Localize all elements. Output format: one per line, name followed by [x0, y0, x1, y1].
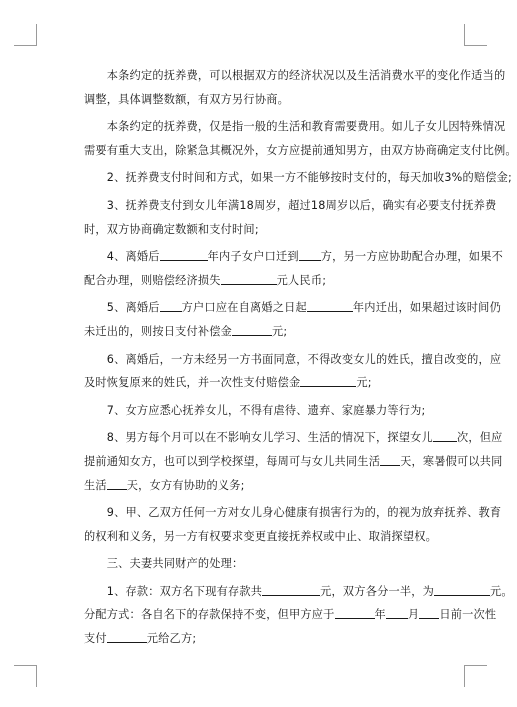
clause-8-line-1: [84, 426, 503, 450]
clause-text: 元给乙方;: [146, 632, 197, 646]
crop-mark-bottom-right-vertical: [464, 665, 465, 687]
clause-text: 8、男方每个月可以在不影响女儿学习、生活的情况下，探望女儿: [84, 431, 433, 445]
crop-mark-top-left-vertical: [36, 24, 37, 46]
fill-blank[interactable]: [107, 478, 127, 490]
clause-text: 分配方式：各自名下的存款保持不变，但甲方应于: [84, 608, 335, 622]
clause-text: 元;: [272, 324, 288, 338]
clause-4-line-2: [84, 269, 470, 293]
distribution-line: [84, 603, 497, 627]
fill-blank[interactable]: [160, 300, 182, 312]
clause-text: 天，女方有协助的义务;: [126, 478, 245, 492]
clause-text: 1、存款：双方名下现有存款共: [84, 584, 263, 598]
clause-9-line-1: 9、甲、乙双方任何一方对女儿身心健康有损害行为的，的视为放弃抚养、教育: [84, 506, 502, 520]
clause-7: 7、女方应悉心抚养女儿，不得有虐待、遗弃、家庭暴力等行为;: [84, 403, 426, 417]
clause-5-line-2: [84, 320, 470, 344]
deposit-line: [84, 580, 513, 604]
crop-mark-top-left-horizontal: [14, 45, 36, 46]
fill-blank[interactable]: [307, 300, 353, 312]
crop-mark-bottom-left-vertical: [36, 665, 37, 687]
clause-text: 元;: [356, 376, 372, 390]
clause-text: 4、离婚后: [84, 250, 160, 264]
paragraph-line: 本条约定的抚养费，仅是指一般的生活和教育需要费用。如儿子女儿因特殊情况: [84, 120, 506, 134]
fill-blank[interactable]: [434, 584, 490, 596]
clause-text: 配合办理，则赔偿经济损失: [84, 273, 221, 287]
crop-mark-top-right-vertical: [464, 24, 465, 46]
fill-blank[interactable]: [433, 430, 457, 442]
paragraph-line: 3、抚养费支付到女儿年满18周岁，超过18周岁以后，确实有必要支付抚养费: [84, 198, 497, 212]
paragraph-line: 时，双方协商确定数额和支付时间;: [84, 222, 259, 236]
fill-blank[interactable]: [107, 631, 147, 643]
clause-text: 方，另一方应协助配合办理，如果不: [320, 250, 503, 264]
crop-mark-bottom-right-horizontal: [465, 665, 487, 666]
clause-9-line-2: 的权利和义务，另一方有权要求变更直接抚养权或中止、取消探望权。: [84, 529, 438, 543]
clause-text: 元，双方各分一半，为: [320, 584, 435, 598]
fill-blank[interactable]: [300, 375, 356, 387]
fill-blank[interactable]: [221, 273, 277, 285]
clause-5-line-1: [84, 296, 501, 320]
clause-8-line-3: [84, 474, 470, 498]
paragraph-line: 2、抚养费支付时间和方式，如果一方不能够按时支付的，每天加收3%的赔偿金;: [84, 171, 512, 185]
fill-blank[interactable]: [160, 249, 208, 261]
crop-mark-top-right-horizontal: [465, 45, 487, 46]
clause-text: 次，但应: [456, 431, 503, 445]
crop-mark-bottom-left-horizontal: [14, 665, 36, 666]
clause-6-line-2: [84, 371, 470, 395]
clause-text: 方户口应在自离婚之日起: [181, 301, 307, 315]
paragraph-line: 本条约定的抚养费，可以根据双方的经济状况以及生活消费水平的变化作适当的: [84, 69, 506, 82]
clause-text: 年内子女户口迁到: [207, 250, 299, 264]
clause-text: 日前一次性: [439, 608, 497, 622]
clause-4-line-1: [84, 245, 503, 269]
paragraph-line: 需要有重大支出，除紧急其概况外，女方应提前通知男方，由双方协商确定支付比例。: [84, 143, 517, 157]
clause-text: 元人民币;: [276, 273, 327, 287]
fill-blank[interactable]: [380, 454, 400, 466]
payment-line: [84, 627, 470, 651]
fill-blank[interactable]: [419, 607, 439, 619]
clause-text: 5、离婚后: [84, 301, 160, 315]
paragraph-line: 调整，具体调整数额，有双方另行协商。: [84, 92, 289, 106]
document-body: [84, 64, 517, 651]
fill-blank[interactable]: [386, 607, 408, 619]
clause-text: 元。: [490, 584, 513, 598]
fill-blank[interactable]: [299, 249, 321, 261]
section-heading: 三、夫妻共同财产的处理：: [84, 557, 244, 571]
clause-text: 提前通知女方，也可以到学校探望，每周可与女儿共同生活: [84, 454, 381, 468]
clause-text: 月: [407, 608, 420, 622]
clause-text: 及时恢复原来的姓氏，并一次性支付赔偿金: [84, 376, 301, 390]
clause-text: 年内迁出，如果超过该时间仍: [352, 301, 501, 315]
clause-text: 未迁出的，则按日支付补偿金: [84, 324, 233, 338]
clause-text: 生活: [84, 478, 107, 492]
clause-6-line-1: 6、离婚后，一方未经另一方书面同意，不得改变女儿的姓氏，擅自改变的，应: [84, 352, 502, 366]
fill-blank[interactable]: [232, 324, 272, 336]
clause-text: 天，寒暑假可以共同: [400, 454, 503, 468]
clause-8-line-2: [84, 450, 503, 474]
fill-blank[interactable]: [262, 584, 320, 596]
fill-blank[interactable]: [335, 607, 375, 619]
clause-text: 年: [374, 608, 386, 622]
clause-text: 支付: [84, 632, 107, 646]
